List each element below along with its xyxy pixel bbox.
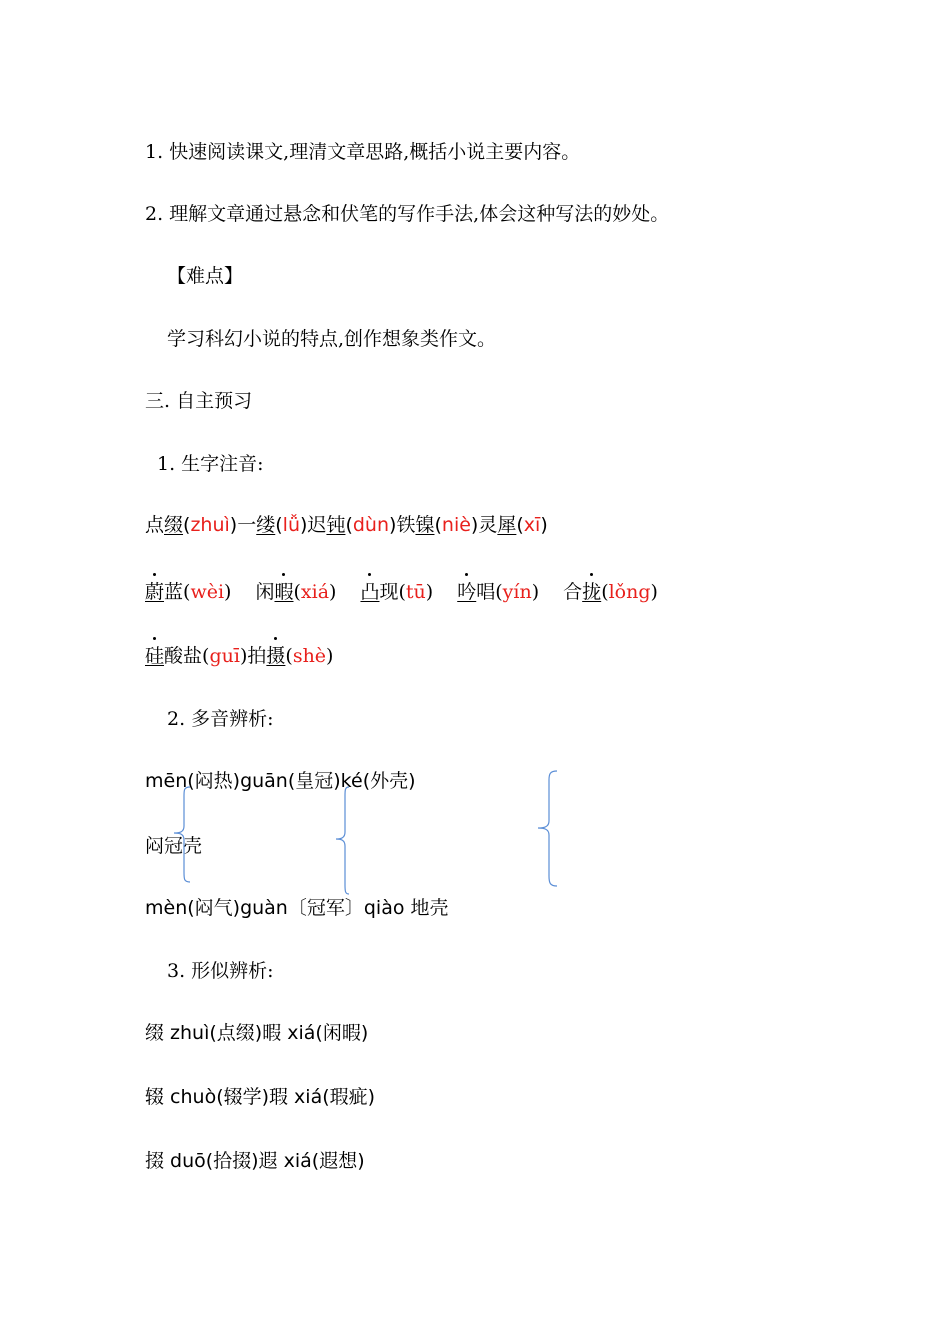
word: 吟唱(yín) [457,581,540,603]
brace-middle [334,786,354,896]
polyphone-characters: 闷冠壳 [145,835,203,857]
word: 凸现(tū) [360,581,434,603]
pronunciation-row-3 [145,643,333,669]
similar-line-3: 掇 duō(拾掇)遐 xiá(遐想) [145,1150,365,1172]
word: 蔚蓝(wèi) [145,581,232,603]
word: 一缕(lǚ) [237,514,308,536]
subheading-character-pronunciation: 1. 生字注音: [157,453,264,475]
word: 灵犀(xī) [478,514,548,536]
word: 拍摄(shè) [247,645,334,667]
word: 迟钝(dùn) [307,514,397,536]
word: 点缀(zhuì) [145,514,238,536]
similar-line-1: 缀 zhuì(点缀)暇 xiá(闲暇) [145,1022,369,1044]
subheading-similar-characters: 3. 形似辨析: [167,960,274,982]
polyphone-bottom-line: mèn(闷气)guàn〔冠军〕qiào 地壳 [145,897,449,919]
word: 闲暇(xiá) [255,581,337,603]
similar-line-2: 辍 chuò(辍学)瑕 xiá(瑕疵) [145,1086,376,1108]
polyphone-top-line: mēn(闷热)guān(皇冠)ké(外壳) [145,770,416,792]
word: 合拢(lǒng) [563,581,658,603]
objective-1: 1. 快速阅读课文,理清文章思路,概括小说主要内容。 [145,141,581,163]
pronunciation-row-1 [145,512,548,538]
brace-right [536,770,560,888]
subheading-polyphones: 2. 多音辨析: [167,708,274,730]
section-3-heading: 三. 自主预习 [145,390,253,412]
difficulty-text: 学习科幻小说的特点,创作想象类作文。 [167,328,497,350]
difficulty-heading: 【难点】 [167,265,244,287]
objective-2: 2. 理解文章通过悬念和伏笔的写作手法,体会这种写法的妙处。 [145,203,670,225]
word: 铁镍(niè) [396,514,479,536]
brace-left [172,786,192,884]
pronunciation-row-2 [145,579,658,605]
word: 硅酸盐(guī) [145,645,248,667]
